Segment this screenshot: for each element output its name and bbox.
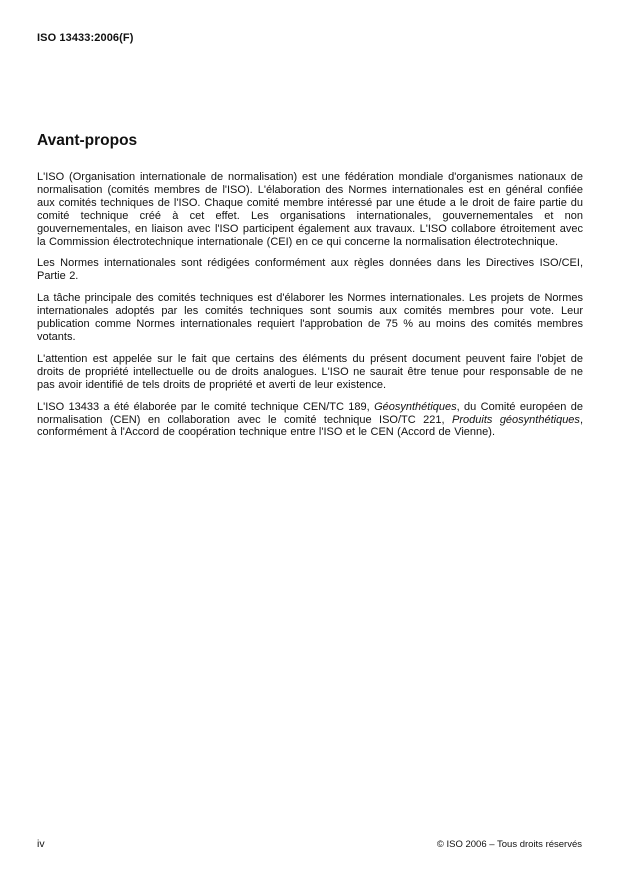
document-reference-header: ISO 13433:2006(F) <box>37 32 134 44</box>
paragraph-elaboration-text-3: , conformément à l'Accord de coopération technique entre l'ISO et le CEN (Accord de Vienne). <box>37 413 583 439</box>
paragraph-directives: Les Normes internationales sont rédigées conformément aux règles données dans les Directives ISO/CEI, Partie 2. <box>37 257 583 283</box>
committee-name-italic: Géosynthétiques <box>374 400 457 413</box>
paragraph-iso-federation: L'ISO (Organisation internationale de normalisation) est une fédération mondiale d'organismes nationaux de normalisation (comités membres de l'ISO). L'élaboration des Normes internationales est en général confiée aux comités techniques de l'ISO. Chaque comité membre intéressé par une étude a le droit de faire partie du comité technique créé à cet effet. Les organisations internationales, gouvernementales et non gouvernementales, en liaison avec l'ISO participent également aux travaux. L'ISO collabore étroitement avec la Commission électrotechnique internationale (CEI) en ce qui concerne la normalisation électrotechnique. <box>37 171 583 248</box>
paragraph-elaboration-text-1: L'ISO 13433 a été élaborée par le comité technique CEN/TC 189, <box>37 400 375 413</box>
committee-name-italic-2: Produits géosynthétiques <box>452 413 580 426</box>
paragraph-elaboration <box>37 401 583 440</box>
page-footer <box>37 838 582 850</box>
page-number: iv <box>37 838 45 850</box>
paragraph-elaboration-text-2: , du Comité européen de normalisation (CEN) en collaboration avec le comité technique ISO/TC 221, <box>37 400 583 426</box>
paragraph-committees-task: La tâche principale des comités techniques est d'élaborer les Normes internationales. Les projets de Normes internationales adoptés par les comités techniques sont soumis aux comités membres pour vote. Leur publication comme Normes internationales requiert l'approbation de 75 % au moins des comités membres votants. <box>37 292 583 343</box>
copyright-notice: © ISO 2006 – Tous droits réservés <box>436 839 582 850</box>
section-title: Avant-propos <box>37 132 138 149</box>
document-body <box>37 171 583 448</box>
paragraph-patent-rights: L'attention est appelée sur le fait que certains des éléments du présent document peuvent faire l'objet de droits de propriété intellectuelle ou de droits analogues. L'ISO ne saurait être tenue pour responsable de ne pas avoir identifié de tels droits de propriété et averti de leur existence. <box>37 352 583 391</box>
